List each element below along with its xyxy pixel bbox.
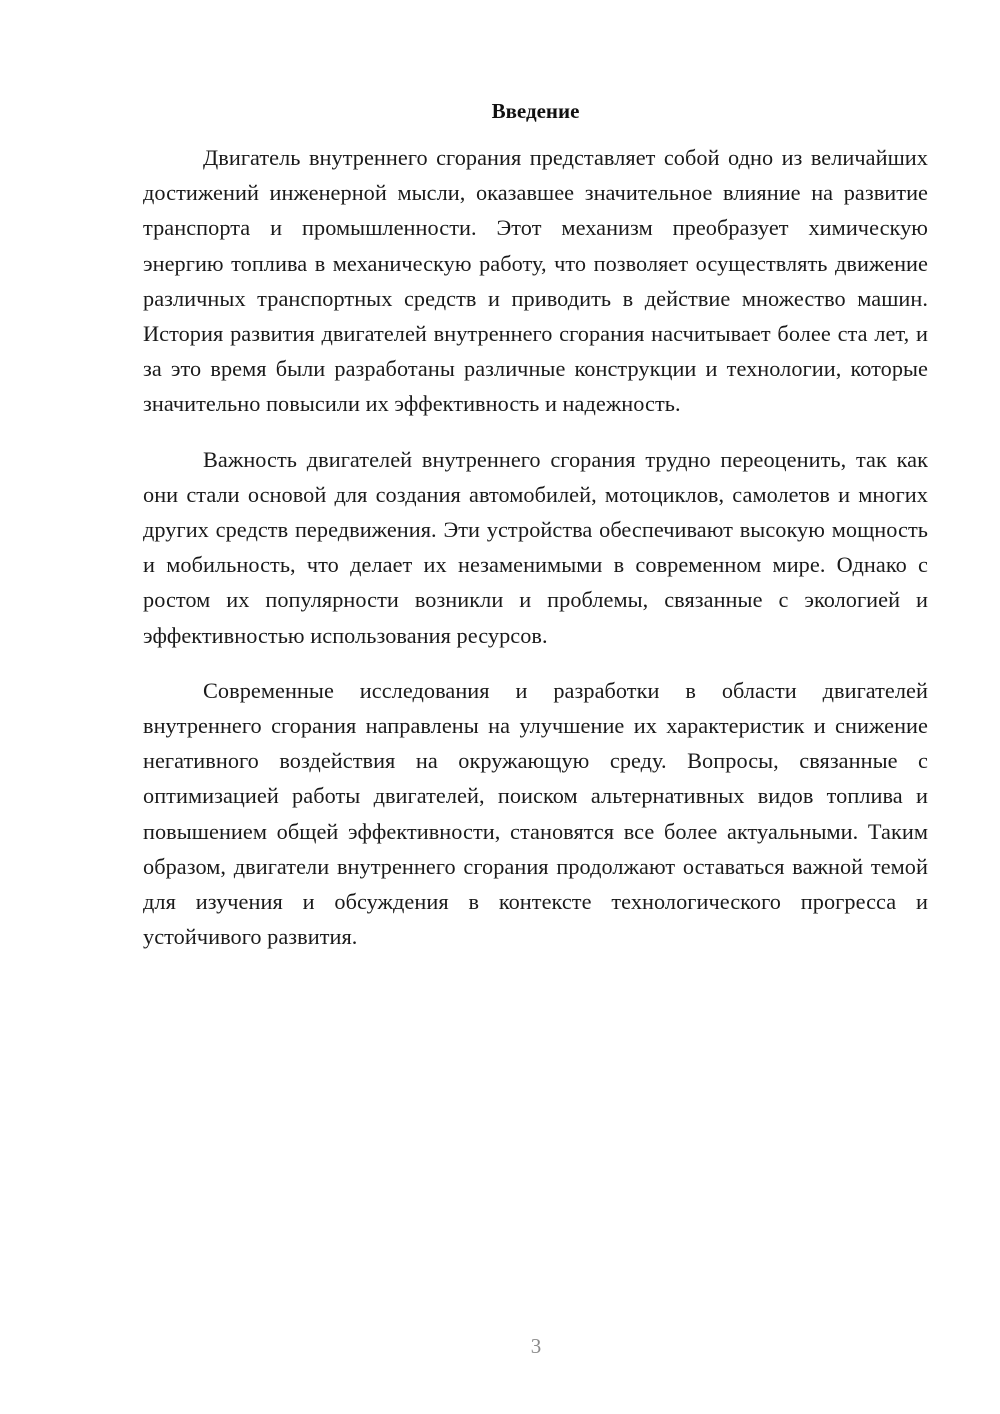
page-content [143, 96, 928, 974]
page-number: 3 [530, 1334, 542, 1358]
section-heading: Введение [491, 99, 580, 123]
paragraph-3: Современные исследования и разработки в области двигателей внутреннего сгорания направлены на улучшение их характеристик и снижение негативного воздействия на окружающую среду. Вопросы, связанные с оптимизацией работы двигателей, поиском альтернативных видов топлива и повышением общей эффективности, становятся все более актуальными. Таким образом, двигатели внутреннего сгорания продолжают оставаться важной темой для изучения и обсуждения в контексте технологического прогресса и устойчивого развития. [143, 677, 928, 950]
paragraph-2: Важность двигателей внутреннего сгорания трудно переоценить, так как они стали основой для создания автомобилей, мотоциклов, самолетов и многих других средств передвижения. Эти устройства обеспечивают высокую мощность и мобильность, что делает их незаменимыми в современном мире. Однако с ростом их популярности возникли и проблемы, связанные с экологией и эффективностью использования ресурсов. [143, 446, 928, 648]
paragraph-1: Двигатель внутреннего сгорания представляет собой одно из величайших достижений инженерной мысли, оказавшее значительное влияние на развитие транспорта и промышленности. Этот механизм преобразует химическую энергию топлива в механическую работу, что позволяет осуществлять движение различных транспортных средств и приводить в действие множество машин. История развития двигателей внутреннего сгорания насчитывает более ста лет, и за это время были разработаны различные конструкции и технологии, которые значительно повысили их эффективность и надежность. [143, 145, 928, 417]
